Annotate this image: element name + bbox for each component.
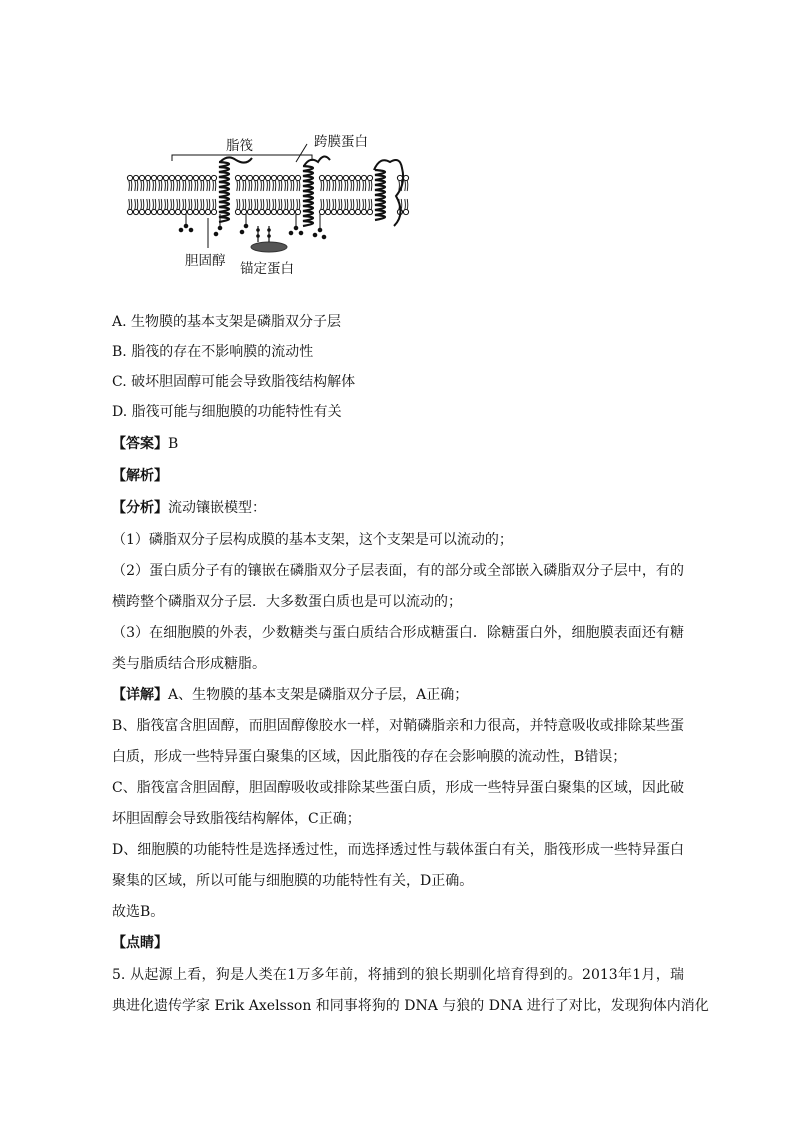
transmembrane-helix: [303, 166, 313, 226]
detail-tag: 【详解】: [112, 687, 168, 703]
label-lipid-raft: 脂筏: [226, 138, 253, 154]
detail-a: A、生物膜的基本支架是磷脂双分子层，A正确；: [168, 687, 469, 703]
point-3-line-2: 类与脂质结合形成糖脂。: [112, 656, 266, 672]
answer-value: B: [168, 436, 179, 452]
option-c: C. 破坏胆固醇可能会导致脂筏结构解体: [112, 374, 356, 390]
answer-line: [112, 434, 178, 454]
detail-a-line: [112, 685, 468, 705]
fenxi-text: 流动镶嵌模型：: [168, 500, 266, 516]
question-5-line-1: 5. 从起源上看，狗是人类在1万多年前，将捕到的狼长期驯化培育得到的。2013年1月，瑞: [112, 967, 684, 983]
conclusion: 故选B。: [112, 904, 165, 920]
fenxi-line: [112, 498, 266, 518]
analysis-tag: 【解析】: [112, 468, 168, 484]
transmembrane-helix: [219, 162, 229, 222]
fenxi-tag: 【分析】: [112, 500, 168, 516]
point-2-line-2: 横跨整个磷脂双分子层．大多数蛋白质也是可以流动的；: [112, 594, 462, 610]
membrane-figure: [124, 126, 414, 276]
membrane-diagram: [124, 126, 414, 276]
anchor-protein-shape: [251, 242, 287, 252]
label-transmembrane-protein: 跨膜蛋白: [314, 134, 368, 150]
detail-b-line-1: B、脂筏富含胆固醇，而胆固醇像胶水一样，对鞘磷脂亲和力很高，并特意吸收或排除某些蛋: [112, 718, 684, 734]
answer-tag: 【答案】: [112, 436, 168, 452]
dianjing-tag: 【点睛】: [112, 935, 168, 951]
detail-d-line-2: 聚集的区域，所以可能与细胞膜的功能特性有关，D正确。: [112, 873, 474, 889]
option-b: B. 脂筏的存在不影响膜的流动性: [112, 344, 314, 360]
option-a: A. 生物膜的基本支架是磷脂双分子层: [112, 314, 342, 330]
label-anchor-protein: 锚定蛋白: [240, 261, 294, 277]
detail-c-line-1: C、脂筏富含胆固醇，胆固醇吸收或排除某些蛋白质，形成一些特异蛋白聚集的区域，因此破: [112, 780, 684, 796]
question-5-line-2: 典进化遗传学家 Erik Axelsson 和同事将狗的 DNA 与狼的 DNA 进行了对比，发现狗体内消化: [112, 998, 709, 1014]
option-d: D. 脂筏可能与细胞膜的功能特性有关: [112, 404, 342, 420]
raft-bracket: [172, 155, 312, 161]
label-cholesterol: 胆固醇: [185, 253, 226, 269]
transmembrane-helix: [375, 170, 385, 220]
detail-b-line-2: 白质，形成一些特异蛋白聚集的区域，因此脂筏的存在会影响膜的流动性，B错误；: [112, 749, 627, 765]
point-3-line-1: （3）在细胞膜的外表，少数糖类与蛋白质结合形成糖蛋白．除糖蛋白外，细胞膜表面还有糖: [112, 625, 684, 641]
detail-d-line-1: D、细胞膜的功能特性是选择透过性，而选择透过性与载体蛋白有关，脂筏形成一些特异蛋白: [112, 842, 684, 858]
point-2-line-1: （2）蛋白质分子有的镶嵌在磷脂双分子层表面，有的部分或全部嵌入磷脂双分子层中，有的: [112, 563, 684, 579]
point-1: （1）磷脂双分子层构成膜的基本支架，这个支架是可以流动的；: [112, 532, 513, 548]
detail-c-line-2: 坏胆固醇会导致脂筏结构解体，C正确；: [112, 811, 361, 827]
transmembrane-pointer: [296, 144, 307, 162]
